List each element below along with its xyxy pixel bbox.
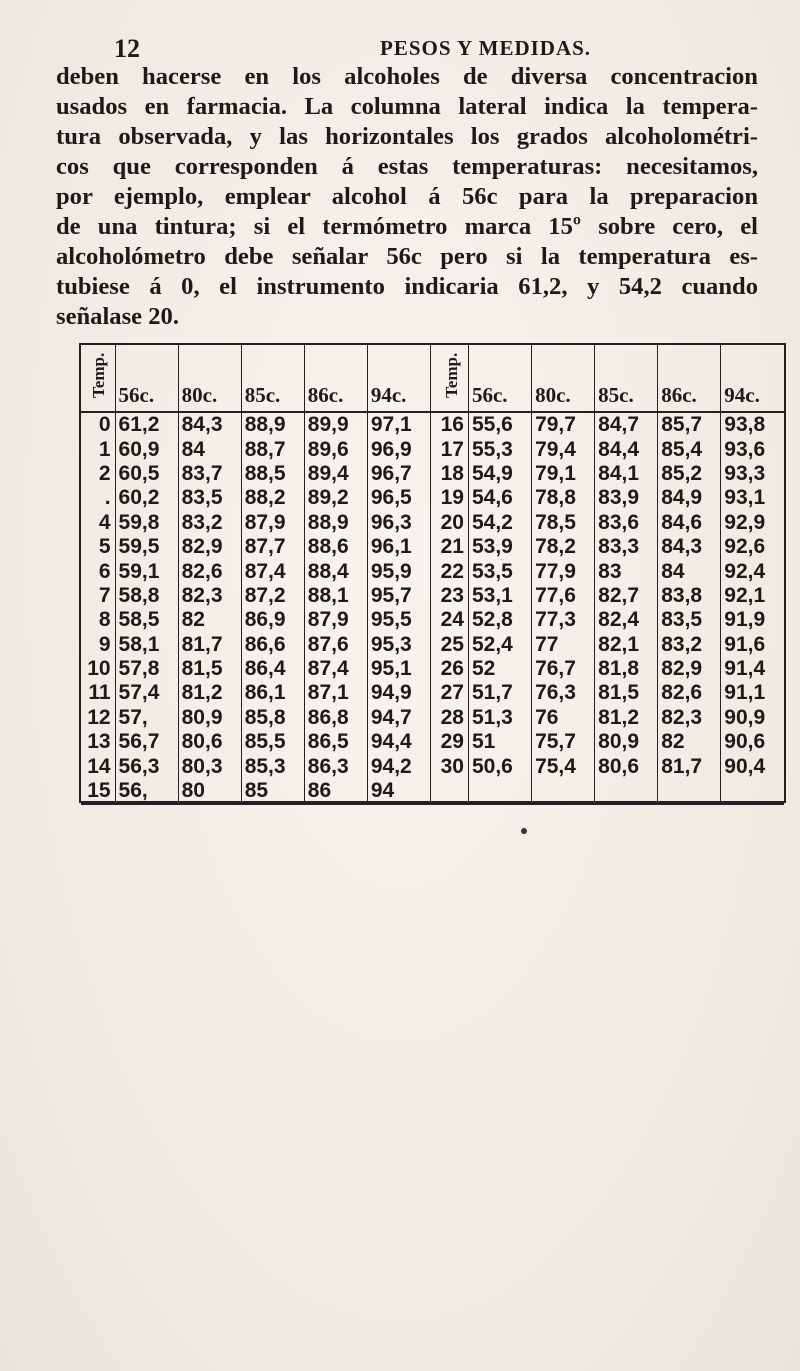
column-header: 56c.	[115, 345, 178, 412]
value-cell: 94	[367, 779, 430, 804]
value-cell: 87,6	[304, 633, 367, 657]
value-cell: 81,2	[595, 706, 658, 730]
value-cell: 92,6	[721, 535, 784, 559]
temperature-cell: 30	[430, 754, 468, 778]
value-cell: 86,9	[241, 608, 304, 632]
value-cell: 75,7	[532, 730, 595, 754]
value-cell: 84,3	[178, 412, 241, 437]
value-cell: 84,6	[658, 511, 721, 535]
value-cell: 83	[595, 559, 658, 583]
value-cell: 87,4	[241, 559, 304, 583]
table-row	[81, 608, 784, 632]
column-header: 85c.	[595, 345, 658, 412]
temperature-cell: 19	[430, 486, 468, 510]
text-line: alcoholómetro debe señalar 56c pero si la temperatura es-	[56, 243, 758, 270]
value-cell: 88,5	[241, 462, 304, 486]
value-cell: 93,6	[721, 437, 784, 461]
value-cell: 82,9	[178, 535, 241, 559]
value-cell: 76	[532, 706, 595, 730]
value-cell: 87,2	[241, 584, 304, 608]
value-cell: 84,1	[595, 462, 658, 486]
table-row	[81, 412, 784, 437]
temperature-cell: 9	[98, 632, 111, 656]
page-number: 12	[114, 34, 140, 63]
value-cell: 84,9	[658, 486, 721, 510]
text-line: tura observada, y las horizontales los grados alcoholométri-	[56, 123, 758, 150]
value-cell: 94,9	[367, 681, 430, 705]
value-cell: 83,3	[595, 535, 658, 559]
value-cell	[532, 779, 595, 804]
value-cell: 51,7	[468, 681, 531, 705]
value-cell: 52,4	[468, 633, 531, 657]
table-row	[81, 633, 784, 657]
value-cell: 56,7	[115, 730, 178, 754]
value-cell: 95,7	[367, 584, 430, 608]
value-cell: 85	[241, 779, 304, 804]
column-header: 80c.	[532, 345, 595, 412]
value-cell: 52	[468, 657, 531, 681]
value-cell: 77,6	[532, 584, 595, 608]
value-cell: 50,6	[468, 754, 531, 778]
value-cell: 83,6	[595, 511, 658, 535]
table-row	[81, 535, 784, 559]
value-cell: 53,5	[468, 559, 531, 583]
temperature-cell: 10	[87, 657, 111, 681]
value-cell: 86,6	[241, 633, 304, 657]
value-cell: 85,3	[241, 754, 304, 778]
body-paragraph	[56, 62, 758, 332]
value-cell: 83,9	[595, 486, 658, 510]
text-line: usados en farmacia. La columna lateral indica la tempera-	[56, 93, 758, 120]
temperature-cell: 1	[98, 437, 111, 461]
temperature-cell: 22	[430, 559, 468, 583]
value-cell: 96,1	[367, 535, 430, 559]
table-row	[81, 462, 784, 486]
value-cell: 60,5	[115, 462, 178, 486]
value-cell: 82,6	[658, 681, 721, 705]
value-cell: 83,8	[658, 584, 721, 608]
value-cell: 60,9	[115, 437, 178, 461]
value-cell: 51	[468, 730, 531, 754]
value-cell: 88,2	[241, 486, 304, 510]
temperature-cell: 16	[430, 412, 468, 437]
text-line: señalase 20.	[56, 303, 179, 330]
value-cell: 54,2	[468, 511, 531, 535]
value-cell: 85,2	[658, 462, 721, 486]
value-cell: 88,1	[304, 584, 367, 608]
table-row	[81, 681, 784, 705]
value-cell: 81,5	[178, 657, 241, 681]
temperature-cell: 25	[430, 633, 468, 657]
value-cell: 80,3	[178, 754, 241, 778]
value-cell: 86,5	[304, 730, 367, 754]
value-cell: 89,9	[304, 412, 367, 437]
table-row	[81, 559, 784, 583]
value-cell: 53,9	[468, 535, 531, 559]
value-cell: 83,5	[658, 608, 721, 632]
page-header	[70, 28, 750, 62]
value-cell: 75,4	[532, 754, 595, 778]
value-cell: 83,5	[178, 486, 241, 510]
value-cell: 89,6	[304, 437, 367, 461]
table-row	[81, 584, 784, 608]
value-cell: 95,3	[367, 633, 430, 657]
value-cell: 86,8	[304, 706, 367, 730]
value-cell: 81,2	[178, 681, 241, 705]
value-cell: 87,9	[304, 608, 367, 632]
value-cell: 94,4	[367, 730, 430, 754]
value-cell: 77,9	[532, 559, 595, 583]
value-cell	[595, 779, 658, 804]
value-cell: 59,8	[115, 511, 178, 535]
value-cell: 61,2	[115, 412, 178, 437]
value-cell: 87,1	[304, 681, 367, 705]
value-cell	[658, 779, 721, 804]
value-cell: 91,9	[721, 608, 784, 632]
value-cell: 82,1	[595, 633, 658, 657]
temperature-cell: 14	[87, 754, 111, 778]
value-cell: 55,3	[468, 437, 531, 461]
temperature-alcohol-table	[79, 343, 786, 803]
value-cell: 57,4	[115, 681, 178, 705]
value-cell: 96,3	[367, 511, 430, 535]
value-cell: 90,9	[721, 706, 784, 730]
column-header: 94c.	[721, 345, 784, 412]
value-cell: 57,8	[115, 657, 178, 681]
temperature-cell: 27	[430, 681, 468, 705]
value-cell: 54,9	[468, 462, 531, 486]
temperature-cell: 0	[98, 413, 111, 437]
value-cell: 84	[658, 559, 721, 583]
running-head: PESOS Y MEDIDAS.	[380, 36, 592, 60]
column-header: 85c.	[241, 345, 304, 412]
text-line: cos que corresponden á estas temperaturas: necesitamos,	[56, 153, 758, 180]
value-cell: 86	[304, 779, 367, 804]
temperature-cell: 24	[430, 608, 468, 632]
value-cell: 93,1	[721, 486, 784, 510]
value-cell: 84,7	[595, 412, 658, 437]
text-line: por ejemplo, emplear alcohol á 56c para la preparacion	[56, 183, 758, 210]
value-cell: 96,7	[367, 462, 430, 486]
value-cell: 57,	[115, 706, 178, 730]
value-cell: 92,9	[721, 511, 784, 535]
value-cell: 83,2	[178, 511, 241, 535]
data-table	[81, 345, 784, 805]
temperature-cell: 7	[98, 583, 111, 607]
temperature-cell: .	[104, 486, 111, 510]
temperature-cell: 11	[88, 681, 111, 705]
value-cell: 78,2	[532, 535, 595, 559]
value-cell: 82,6	[178, 559, 241, 583]
column-header: 94c.	[367, 345, 430, 412]
value-cell: 84	[178, 437, 241, 461]
temperature-cell: 8	[98, 608, 111, 632]
value-cell: 82,3	[178, 584, 241, 608]
value-cell: 56,	[115, 779, 178, 804]
value-cell: 79,7	[532, 412, 595, 437]
value-cell: 60,2	[115, 486, 178, 510]
temperature-cell: 2	[98, 461, 111, 485]
value-cell: 77	[532, 633, 595, 657]
value-cell: 82	[178, 608, 241, 632]
temperature-cell	[430, 779, 468, 804]
value-cell: 93,3	[721, 462, 784, 486]
value-cell: 79,1	[532, 462, 595, 486]
value-cell: 88,4	[304, 559, 367, 583]
text-line: deben hacerse en los alcoholes de diversa concentracion	[56, 63, 758, 90]
value-cell: 81,8	[595, 657, 658, 681]
value-cell: 76,7	[532, 657, 595, 681]
value-cell: 81,5	[595, 681, 658, 705]
value-cell: 59,5	[115, 535, 178, 559]
value-cell: 90,6	[721, 730, 784, 754]
value-cell: 85,8	[241, 706, 304, 730]
temperature-cell: 17	[430, 437, 468, 461]
value-cell: 53,1	[468, 584, 531, 608]
temp-header-left: Temp.	[81, 345, 115, 412]
value-cell: 80,9	[178, 706, 241, 730]
value-cell: 95,1	[367, 657, 430, 681]
value-cell: 80,9	[595, 730, 658, 754]
value-cell: 87,9	[241, 511, 304, 535]
value-cell	[721, 779, 784, 804]
value-cell: 91,4	[721, 657, 784, 681]
temperature-cell: 15	[81, 779, 115, 804]
column-header: 80c.	[178, 345, 241, 412]
text-line: tubiese á 0, el instrumento indicaria 61,2, y 54,2 cuando	[56, 273, 758, 300]
value-cell: 77,3	[532, 608, 595, 632]
table-header-row	[81, 345, 784, 412]
value-cell: 78,8	[532, 486, 595, 510]
table-row	[81, 754, 784, 778]
table-row	[81, 706, 784, 730]
value-cell: 55,6	[468, 412, 531, 437]
value-cell: 51,3	[468, 706, 531, 730]
column-header: 86c.	[304, 345, 367, 412]
value-cell: 91,1	[721, 681, 784, 705]
value-cell: 81,7	[178, 633, 241, 657]
temperature-cell: 18	[430, 462, 468, 486]
value-cell: 83,2	[658, 633, 721, 657]
value-cell: 86,4	[241, 657, 304, 681]
text-line: de una tintura; si el termómetro marca 15º sobre cero, el	[56, 213, 758, 240]
value-cell: 82,4	[595, 608, 658, 632]
temperature-cell: 13	[87, 730, 111, 754]
value-cell: 78,5	[532, 511, 595, 535]
value-cell: 93,8	[721, 412, 784, 437]
temperature-cell: 12	[87, 705, 111, 729]
table-row	[81, 511, 784, 535]
value-cell: 87,7	[241, 535, 304, 559]
table-row	[81, 437, 784, 461]
value-cell: 79,4	[532, 437, 595, 461]
temperature-cell: 29	[430, 730, 468, 754]
value-cell: 87,4	[304, 657, 367, 681]
value-cell: 85,5	[241, 730, 304, 754]
table-row	[81, 779, 784, 804]
value-cell: 82,9	[658, 657, 721, 681]
value-cell: 95,9	[367, 559, 430, 583]
value-cell: 82,3	[658, 706, 721, 730]
value-cell: 94,7	[367, 706, 430, 730]
value-cell: 85,7	[658, 412, 721, 437]
value-cell: 90,4	[721, 754, 784, 778]
value-cell: 83,7	[178, 462, 241, 486]
value-cell: 96,5	[367, 486, 430, 510]
value-cell: 97,1	[367, 412, 430, 437]
temperature-cell: 26	[430, 657, 468, 681]
value-cell: 82	[658, 730, 721, 754]
value-cell: 84,4	[595, 437, 658, 461]
value-cell: 88,6	[304, 535, 367, 559]
value-cell: 88,7	[241, 437, 304, 461]
value-cell	[468, 779, 531, 804]
value-cell: 80,6	[595, 754, 658, 778]
value-cell: 92,4	[721, 559, 784, 583]
temperature-cell: 5	[98, 535, 111, 559]
table-row	[81, 730, 784, 754]
value-cell: 85,4	[658, 437, 721, 461]
value-cell: 80,6	[178, 730, 241, 754]
ink-speck	[521, 828, 527, 834]
value-cell: 89,4	[304, 462, 367, 486]
column-header: 56c.	[468, 345, 531, 412]
value-cell: 95,5	[367, 608, 430, 632]
value-cell: 92,1	[721, 584, 784, 608]
value-cell: 86,1	[241, 681, 304, 705]
value-cell: 76,3	[532, 681, 595, 705]
value-cell: 88,9	[241, 412, 304, 437]
value-cell: 89,2	[304, 486, 367, 510]
temperature-cell: 4	[98, 510, 111, 534]
value-cell: 58,5	[115, 608, 178, 632]
temperature-cell: 21	[430, 535, 468, 559]
value-cell: 96,9	[367, 437, 430, 461]
value-cell: 82,7	[595, 584, 658, 608]
temperature-cell: 28	[430, 706, 468, 730]
value-cell: 88,9	[304, 511, 367, 535]
column-header: 86c.	[658, 345, 721, 412]
value-cell: 86,3	[304, 754, 367, 778]
temperature-cell: 6	[98, 559, 111, 583]
temp-header-right: Temp.	[430, 345, 468, 412]
value-cell: 80	[178, 779, 241, 804]
temperature-cell: 23	[430, 584, 468, 608]
temperature-cell: 20	[430, 511, 468, 535]
value-cell: 59,1	[115, 559, 178, 583]
value-cell: 81,7	[658, 754, 721, 778]
value-cell: 94,2	[367, 754, 430, 778]
value-cell: 52,8	[468, 608, 531, 632]
value-cell: 54,6	[468, 486, 531, 510]
value-cell: 56,3	[115, 754, 178, 778]
value-cell: 58,1	[115, 633, 178, 657]
table-row	[81, 657, 784, 681]
value-cell: 84,3	[658, 535, 721, 559]
value-cell: 58,8	[115, 584, 178, 608]
table-row	[81, 486, 784, 510]
value-cell: 91,6	[721, 633, 784, 657]
